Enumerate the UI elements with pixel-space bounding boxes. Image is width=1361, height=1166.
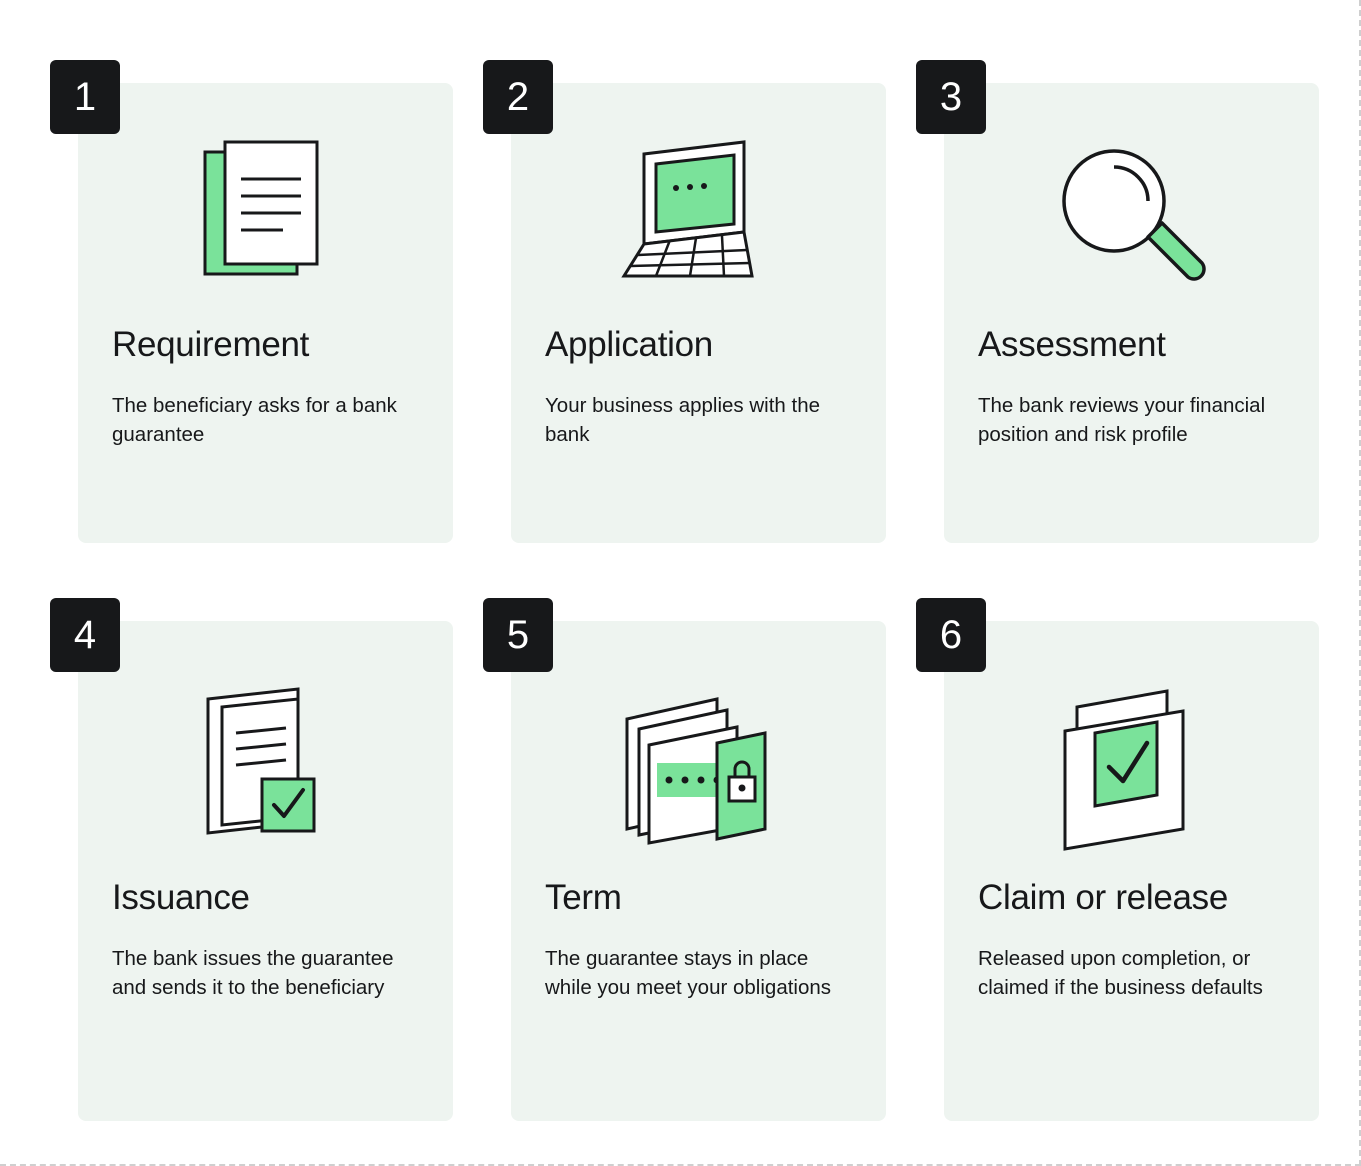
steps-grid	[50, 60, 1320, 1121]
step-card-6	[916, 598, 1319, 1121]
documents-icon	[112, 111, 419, 326]
step-description: Released upon completion, or claimed if the business defaults	[978, 946, 1263, 1000]
step-card-body	[511, 621, 886, 1121]
step-description: The guarantee stays in place while you meet your obligations	[545, 946, 832, 1000]
step-number-badge: 4	[50, 598, 120, 672]
step-card-body	[511, 83, 886, 543]
step-description: The bank reviews your financial position and risk profile	[978, 393, 1266, 447]
step-number-badge: 5	[483, 598, 553, 672]
step-card-body	[944, 83, 1319, 543]
step-card-5	[483, 598, 886, 1121]
step-description: Your business applies with the bank	[545, 393, 821, 447]
step-description: The beneficiary asks for a bank guarantee	[112, 393, 397, 447]
laptop-form-icon	[545, 111, 852, 326]
step-number-badge: 6	[916, 598, 986, 672]
step-title: Term	[545, 878, 622, 917]
step-description: The bank issues the guarantee and sends it to the beneficiary	[112, 946, 394, 1000]
step-title: Issuance	[112, 878, 250, 917]
secure-documents-icon	[545, 649, 852, 879]
step-card-body	[78, 621, 453, 1121]
step-card-3	[916, 60, 1319, 543]
step-number-badge: 2	[483, 60, 553, 134]
step-title: Application	[545, 325, 713, 364]
step-card-4	[50, 598, 453, 1121]
magnifier-icon	[978, 111, 1285, 326]
step-title: Claim or release	[978, 878, 1229, 917]
step-title: Requirement	[112, 325, 310, 364]
step-card-2	[483, 60, 886, 543]
step-title: Assessment	[978, 325, 1166, 364]
step-card-1	[50, 60, 453, 543]
step-card-body	[944, 621, 1319, 1121]
step-number-badge: 1	[50, 60, 120, 134]
step-number-badge: 3	[916, 60, 986, 134]
checked-pages-icon	[978, 649, 1285, 879]
document-check-icon	[112, 649, 419, 879]
step-card-body	[78, 83, 453, 543]
